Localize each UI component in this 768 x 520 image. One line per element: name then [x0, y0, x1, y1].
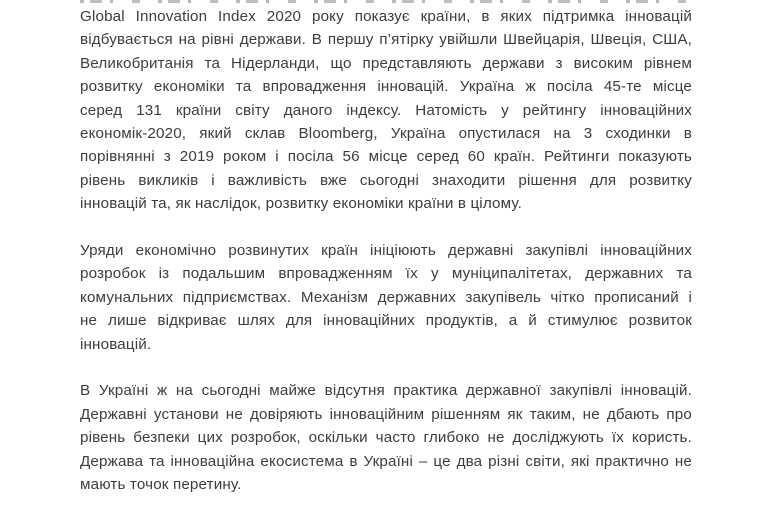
text-line: не лише відкриває шлях для інноваційних продуктів, а й стимулює розвиток: [80, 312, 692, 330]
text-line: серед 131 країни світу даного індексу. Натомість у рейтингу інноваційних: [80, 101, 692, 119]
text-line: рівень безпеки цих розробок, оскільки часто глибоко не досліджують їх користь.: [80, 429, 692, 447]
text-line: економік-2020, який склав Bloomberg, Україна опустилася на 3 сходинки в: [80, 125, 692, 143]
text-line: Великобританія та Нідерланди, що представляють держави з високим рівнем: [80, 54, 692, 72]
text-line: Global Innovation Index 2020 року показує країни, в яких підтримка інновацій: [80, 8, 692, 25]
text-line: мають точок перетину.: [80, 476, 242, 494]
text-line: відбувається на рівні держави. В першу п’ятірку увійшли Швейцарія, Швеція, США,: [80, 31, 692, 49]
text-line: Уряди економічно розвинутих країн ініціюють державні закупівлі інноваційних: [80, 242, 692, 260]
text-block: [80, 5, 692, 520]
text-line: рівень викликів і важливість вже сьогодні знаходити рішення для розвитку: [80, 171, 692, 189]
text-line: Державні установи не довіряють інноваційним рішенням як таким, не дбають про: [80, 405, 692, 423]
paragraph: [80, 379, 692, 496]
text-line: комунальних підприємствах. Механізм державних закупівель чітко прописаний і: [80, 288, 692, 306]
paragraph: [80, 239, 692, 356]
text-line: В Україні ж на сьогодні майже відсутня практика державної закупівлі інновацій.: [80, 382, 692, 400]
clipped-line-remnant: [80, 0, 690, 3]
text-line: інновацій та, як наслідок, розвитку економіки країни в цілому.: [80, 195, 522, 213]
text-line: порівнянні з 2019 роком і посіла 56 місце серед 60 країн. Рейтинги показують: [80, 148, 692, 166]
text-line: Держава та інноваційна екосистема в Україні – це два різні світи, які практично не: [80, 452, 692, 470]
text-line: розробок із подальшим впровадженням їх у муніципалітетах, державних та: [80, 265, 692, 283]
text-line: інновацій.: [80, 335, 152, 353]
text-line: розвитку економіки та впровадження інновацій. Україна ж посіла 45-те місце: [80, 78, 692, 96]
paragraph: [80, 5, 692, 216]
